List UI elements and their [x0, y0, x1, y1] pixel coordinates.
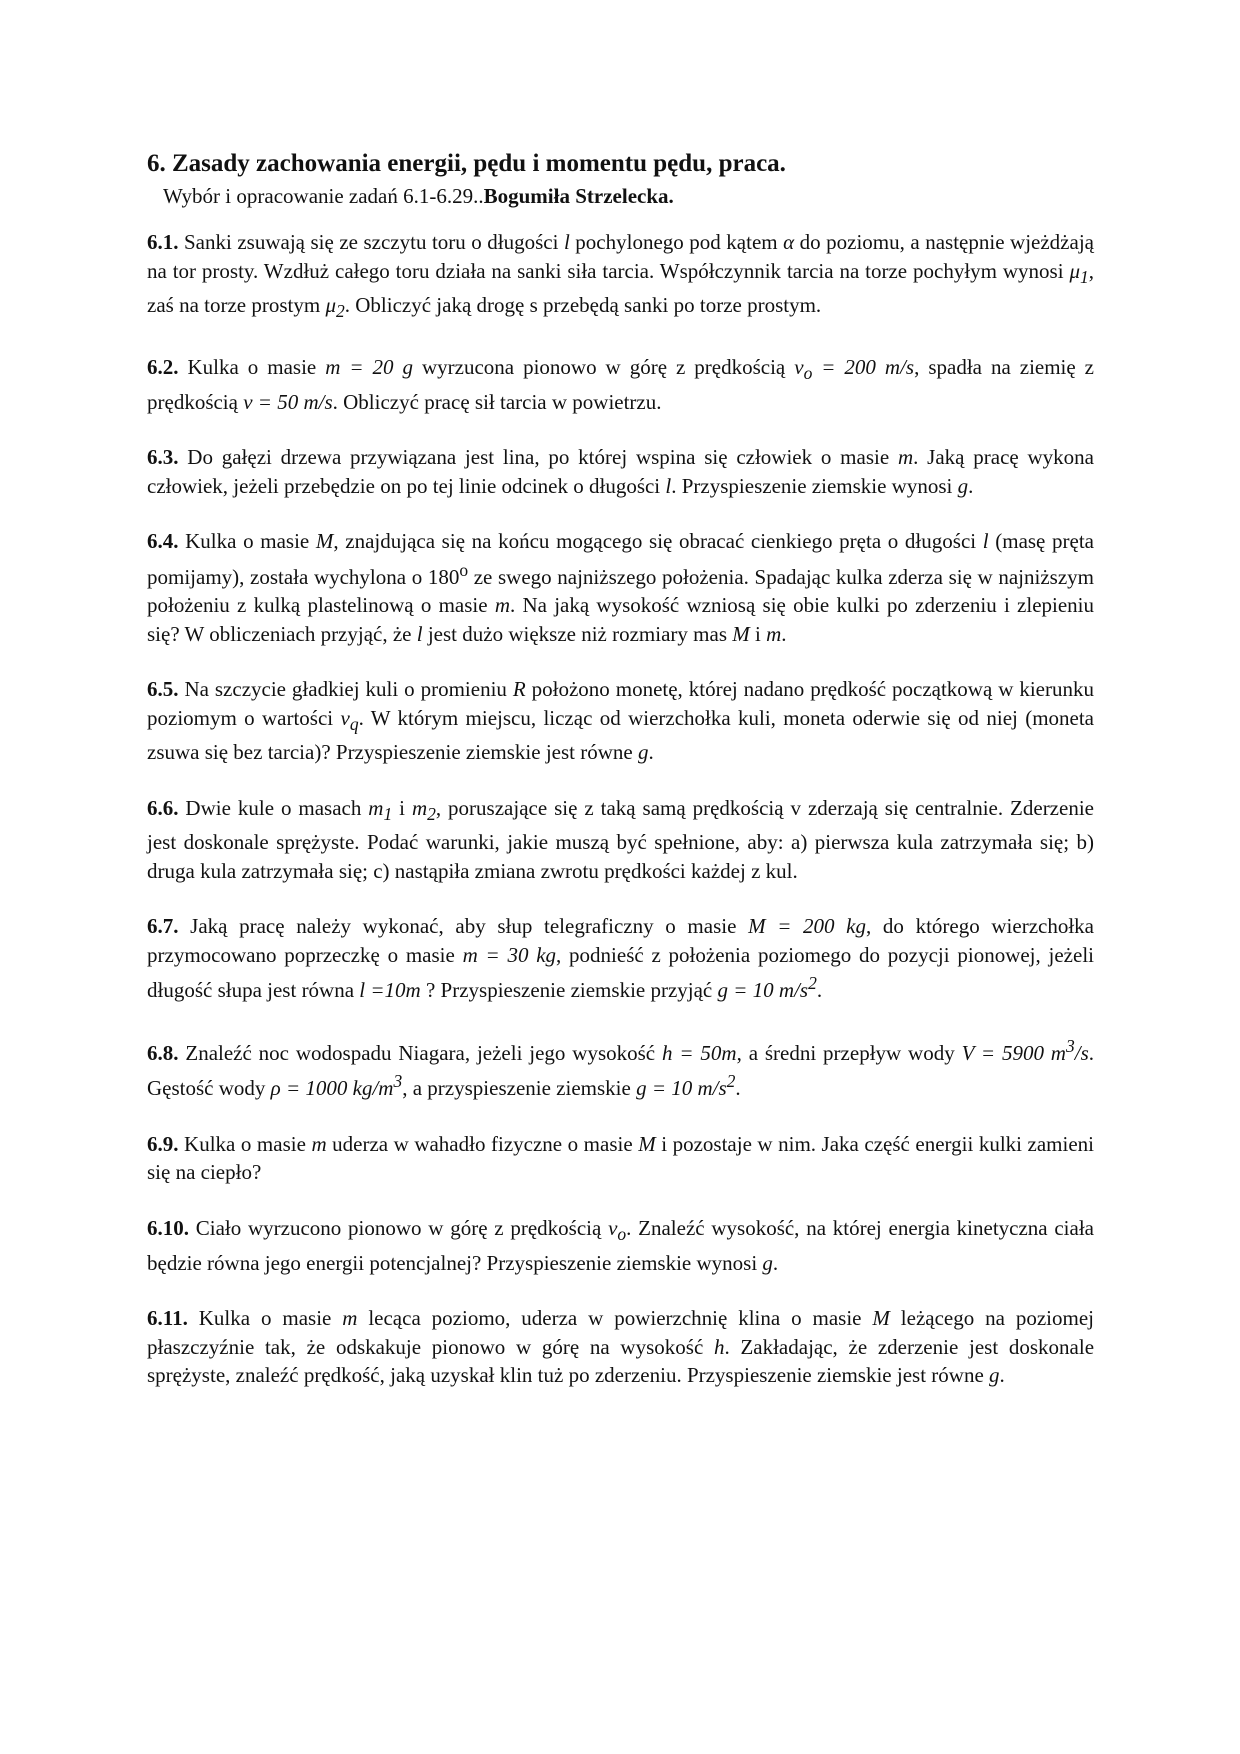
problem-number: 6.11.: [147, 1306, 188, 1331]
problem-item: [147, 794, 1094, 886]
problem-item: [147, 1130, 1094, 1187]
problem-text: Na szczycie gładkiej kuli o promieniu R położono monetę, której nadano prędkość początkową w kierunku poziomym o wartości $v_q$. W którym miejscu, licząc od wierzchołka kuli, moneta oderwie się od niej (moneta zsuwa się bez tarcia)? Przyspieszenie ziemskie jest równe g.: [147, 677, 1095, 765]
problem-text: Jaką pracę należy wykonać, aby słup telegraficzny o masie M = 200 kg, do którego wierzchołka przymocowano poprzeczkę o masie m = 30 kg, podnieść z położenia poziomego do pozycji pionowej, jeżeli długość słupa jest równa l =10m ? Przyspieszenie ziemskie przyjąć g = 10 $m/s^2$.: [147, 914, 1094, 1003]
chapter-subtitle: [163, 182, 1094, 210]
subtitle-prefix: Wybór i opracowanie zadań 6.1-6.29..: [163, 184, 484, 208]
problem-number: 6.10.: [147, 1215, 189, 1240]
problem-number: 6.9.: [147, 1131, 179, 1156]
problem-text: Kulka o masie m lecąca poziomo, uderza w powierzchnię klina o masie M leżącego na poziomej płaszczyźnie tak, że odskakuje pionowo w górę na wysokość h. Zakładając, że zderzenie jest doskonale sprężyste, znaleźć prędkość, jaką uzyskał klin tuż po zderzeniu. Przyspieszenie ziemskie jest równe g.: [147, 1306, 1095, 1388]
subtitle-author: Bogumiła Strzelecka.: [483, 184, 674, 208]
problem-item: [147, 1032, 1094, 1103]
problem-item: [147, 1304, 1094, 1390]
problem-item: [147, 228, 1094, 326]
problem-text: Dwie kule o masach $m_1$ i $m_2$, poruszające się z taką samą prędkością v zderzają się centralnie. Zderzenie jest doskonale sprężyste. Podać warunki, jakie muszą być spełnione, aby: a) pierwsza kula zatrzymała się; b) druga kula zatrzymała się; c) nastąpiła zmiana zwrotu prędkości każdej z kul.: [147, 795, 1094, 883]
problem-text: Do gałęzi drzewa przywiązana jest lina, po której wspina się człowiek o masie m. Jaką pracę wykona człowiek, jeżeli przebędzie on po tej linie odcinek o długości l. Przyspieszenie ziemskie wynosi g.: [147, 445, 1094, 498]
problem-list: [147, 228, 1094, 1390]
problem-number: 6.1.: [147, 230, 179, 254]
problem-item: [147, 353, 1094, 416]
problem-text: Kulka o masie M, znajdująca się na końcu mogącego się obracać cienkiego pręta o długości l (masę pręta pomijamy), została wychylona o 180$^o$ ze swego najniższego położenia. Spadając kulka zderza się w najniższym położeniu z kulką plastelinową o masie m. Na jaką wysokość wzniosą się obie kulki po zderzeniu i zlepieniu się? W obliczeniach przyjąć, że l jest dużo większe niż rozmiary mas M i m.: [147, 529, 1094, 646]
problem-number: 6.8.: [147, 1040, 179, 1065]
problem-number: 6.3.: [147, 445, 179, 470]
problem-item: [147, 1214, 1094, 1277]
problem-item: [147, 527, 1094, 648]
problem-item: [147, 443, 1094, 500]
problem-text: Znaleźć noc wodospadu Niagara, jeżeli jego wysokość h = 50m, a średni przepływ wody V = 5900 $m^3/s$. Gęstość wody ρ = 1000 $kg/m^3$, a przyspieszenie ziemskie g = 10 $m/s^2$.: [147, 1035, 1094, 1101]
problem-number: 6.5.: [147, 677, 179, 702]
problem-text: Ciało wyrzucono pionowo w górę z prędkością $v_o$. Znaleźć wysokość, na której energia kinetyczna ciała będzie równa jego energii potencjalnej? Przyspieszenie ziemskie wynosi g.: [147, 1215, 1094, 1275]
chapter-title: 6. Zasady zachowania energii, pędu i momentu pędu, praca.: [147, 150, 786, 177]
problem-number: 6.4.: [147, 529, 179, 554]
problem-number: 6.7.: [147, 914, 179, 939]
problem-item: [147, 675, 1094, 767]
problem-number: 6.6.: [147, 795, 179, 820]
document-page: [147, 148, 1094, 1417]
problem-number: 6.2.: [147, 354, 179, 379]
problem-text: Kulka o masie m = 20 g wyrzucona pionowo w górę z prędkością $v_o = 200$ m/s, spadła na ziemię z prędkością v = 50 m/s. Obliczyć pracę sił tarcia w powietrzu.: [147, 354, 1095, 414]
problem-text: Sanki zsuwają się ze szczytu toru o długości l pochylonego pod kątem α do poziomu, a następnie wjeżdżają na tor prosty. Wzdłuż całego toru działa na sanki siła tarcia. Współczynnik tarcia na torze pochyłym wynosi $\mu_1$, zaś na torze prostym $\mu_2$. Obliczyć jaką drogę s przebędą sanki po torze prostym.: [147, 230, 1094, 322]
problem-item: [147, 912, 1094, 1005]
problem-text: Kulka o masie m uderza w wahadło fizyczne o masie M i pozostaje w nim. Jaka część energii kulki zamieni się na ciepło?: [147, 1131, 1095, 1185]
